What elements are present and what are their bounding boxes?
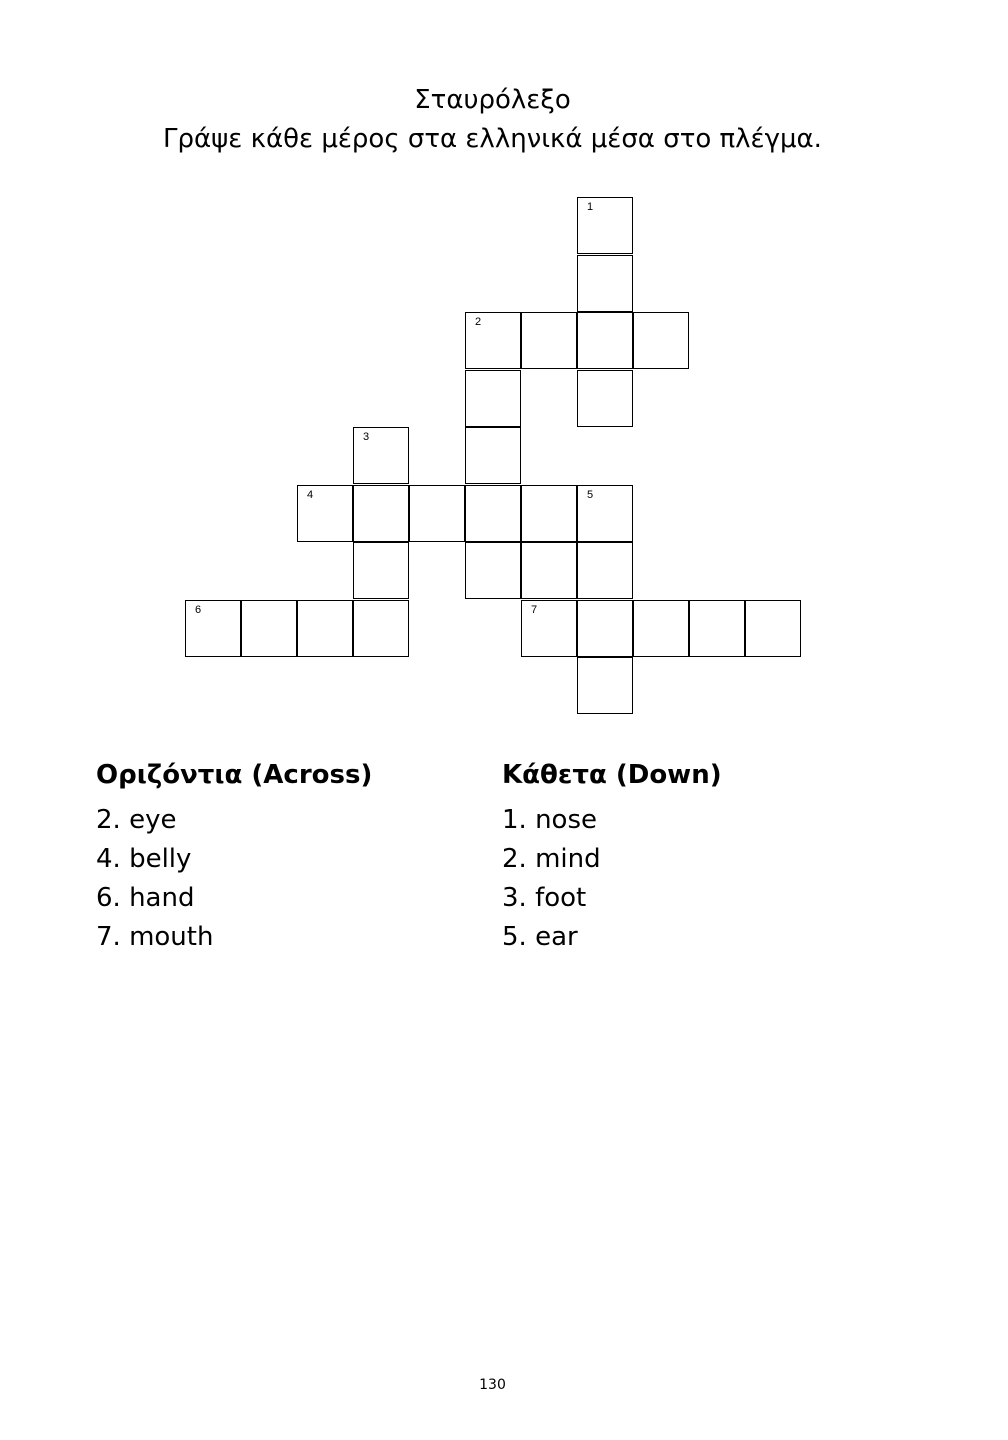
clue-number: 7	[531, 604, 538, 616]
across-heading: Οριζόντια (Across)	[96, 760, 373, 790]
clue-number: 5	[587, 489, 594, 501]
page-title: Σταυρόλεξο	[414, 85, 571, 115]
crossword-cell[interactable]	[577, 255, 633, 312]
across-clue: 2. eye	[96, 805, 177, 835]
clue-number: 6	[195, 604, 202, 616]
crossword-cell[interactable]	[297, 485, 353, 542]
crossword-cell[interactable]	[465, 370, 521, 427]
crossword-cell[interactable]	[465, 485, 521, 542]
crossword-cell[interactable]	[353, 600, 409, 657]
crossword-cell[interactable]	[745, 600, 801, 657]
crossword-cell[interactable]	[465, 427, 521, 484]
down-heading: Κάθετα (Down)	[502, 760, 722, 790]
crossword-cell[interactable]	[353, 427, 409, 484]
crossword-cell[interactable]	[577, 485, 633, 542]
page-number: 130	[479, 1377, 506, 1393]
crossword-cell[interactable]	[521, 312, 577, 369]
clue-number: 2	[475, 316, 482, 328]
instructions-text: Γράψε κάθε μέρος στα ελληνικά μέσα στο πλέγμα.	[163, 124, 822, 154]
crossword-cell[interactable]	[297, 600, 353, 657]
down-clues	[502, 758, 722, 957]
crossword-cell[interactable]	[185, 600, 241, 657]
down-clue: 1. nose	[502, 805, 597, 835]
crossword-cell[interactable]	[521, 485, 577, 542]
crossword-cell[interactable]	[577, 600, 633, 657]
crossword-cell[interactable]	[689, 600, 745, 657]
across-clue: 6. hand	[96, 883, 195, 913]
down-clue: 5. ear	[502, 922, 578, 952]
clue-number: 3	[363, 431, 370, 443]
crossword-cell[interactable]	[465, 542, 521, 599]
crossword-cell[interactable]	[633, 312, 689, 369]
clue-number: 4	[307, 489, 314, 501]
crossword-cell[interactable]	[577, 657, 633, 714]
crossword-cell[interactable]	[409, 485, 465, 542]
across-clue: 4. belly	[96, 844, 192, 874]
crossword-cell[interactable]	[577, 197, 633, 254]
across-clues	[96, 758, 372, 957]
crossword-cell[interactable]	[241, 600, 297, 657]
crossword-cell[interactable]	[353, 485, 409, 542]
crossword-cell[interactable]	[353, 542, 409, 599]
crossword-cell[interactable]	[577, 312, 633, 369]
crossword-cell[interactable]	[521, 600, 577, 657]
crossword-cell[interactable]	[465, 312, 521, 369]
clue-number: 1	[587, 201, 594, 213]
down-clue: 2. mind	[502, 844, 601, 874]
crossword-cell[interactable]	[577, 370, 633, 427]
down-clue: 3. foot	[502, 883, 587, 913]
crossword-cell[interactable]	[633, 600, 689, 657]
crossword-cell[interactable]	[521, 542, 577, 599]
across-clue: 7. mouth	[96, 922, 214, 952]
crossword-cell[interactable]	[577, 542, 633, 599]
